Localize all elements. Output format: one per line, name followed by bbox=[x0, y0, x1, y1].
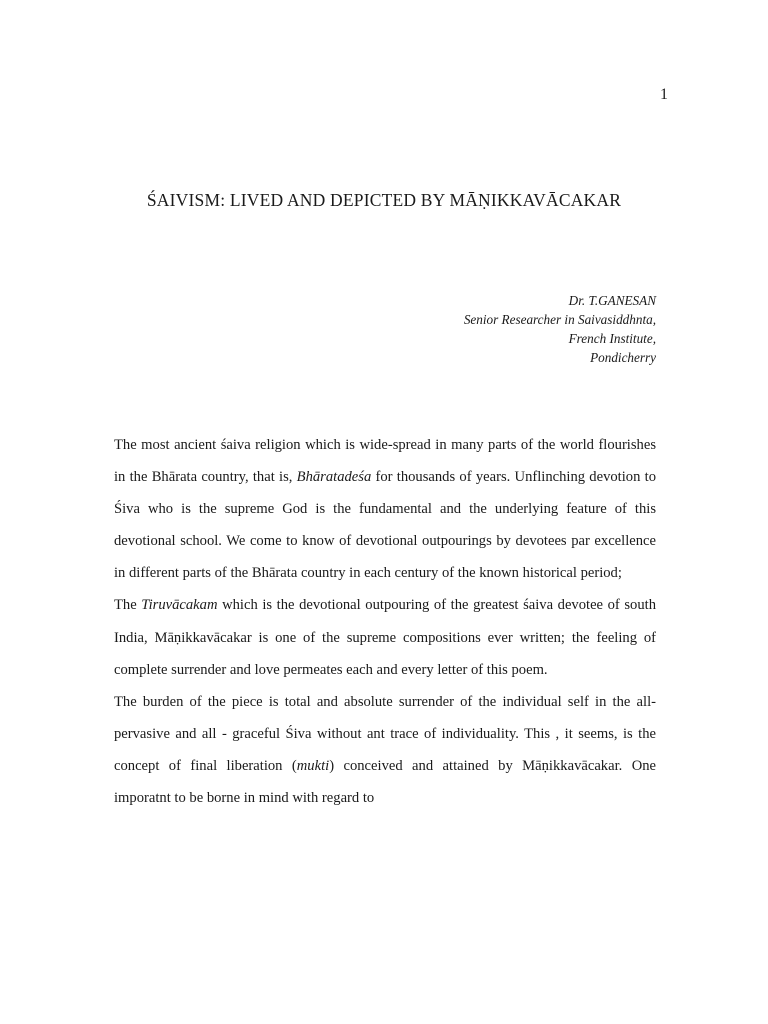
author-position: Senior Researcher in Saivasiddhnta, bbox=[463, 312, 656, 327]
paragraph-1-text-b: for thousands of years. Unflinching devotion to Śiva who is the supreme God is the fundamental and the underlying feature of this devotional school. We come to know of devotional outpourings by devotees par excellence in different parts of the Bhārata country in each century of the known historical period; bbox=[114, 469, 656, 582]
paragraph-2-text-a: The bbox=[114, 597, 142, 614]
author-institution: French Institute, bbox=[568, 331, 656, 346]
paragraph-3-text-b: ) conceived and attained by Māṇikkavācakar. One imporatnt to be borne in mind with regard to bbox=[114, 757, 657, 807]
paragraph-1-italic-term: Bhāratadeśa bbox=[296, 469, 372, 486]
author-place: Pondicherry bbox=[590, 350, 656, 365]
paragraph-1 bbox=[114, 429, 656, 589]
paragraph-3-italic-term: mukti bbox=[296, 757, 330, 774]
author-name: Dr. T.GANESAN bbox=[568, 293, 656, 308]
paragraph-2 bbox=[114, 589, 656, 685]
page-number: 1 bbox=[660, 86, 668, 103]
paragraph-2-italic-term: Tiruvācakam bbox=[141, 597, 218, 614]
body-text bbox=[114, 429, 656, 814]
author-block bbox=[380, 291, 656, 367]
paragraph-3 bbox=[114, 686, 656, 814]
paragraph-1-text-a: The most ancient śaiva religion which is wide-spread in many parts of the world flourishes in the Bhārata country, that is, bbox=[114, 437, 656, 486]
paragraph-2-text-b: which is the devotional outpouring of the greatest śaiva devotee of south India, Māṇikkavācakar is one of the supreme compositions ever written; the feeling of complete surrender and love permeates each and every letter of this poem. bbox=[114, 597, 656, 678]
paper-title: ŚAIVISM: LIVED AND DEPICTED BY MĀṆIKKAVĀCAKAR bbox=[146, 190, 622, 210]
paragraph-3-text-a: The burden of the piece is total and absolute surrender of the individual self in the all-pervasive and all - graceful Śiva without ant trace of individuality. This , it seems, is the concept of final liberation ( bbox=[114, 693, 656, 774]
